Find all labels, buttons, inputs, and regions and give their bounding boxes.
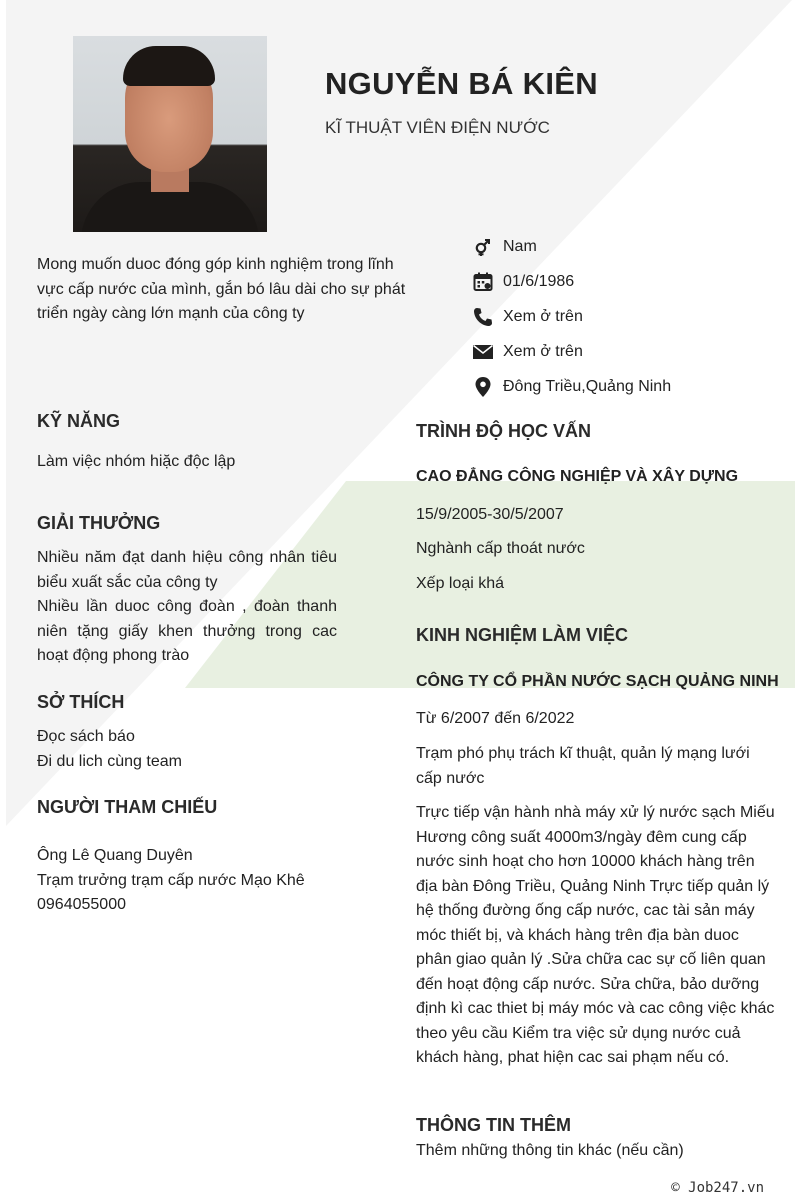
candidate-name: NGUYỄN BÁ KIÊN — [325, 66, 598, 101]
education-major: Nghành cấp thoát nước — [416, 540, 585, 557]
awards-heading: GIẢI THƯỞNG — [37, 513, 161, 533]
skills-heading: KỸ NĂNG — [37, 411, 121, 431]
location-icon — [472, 376, 494, 398]
contact-phone — [472, 300, 792, 335]
award-item: Nhiều lần duoc công đoàn , đoàn thanh niên tặng giấy khen thưởng trong cac hoạt động phong trào — [37, 598, 337, 664]
contact-email — [472, 334, 792, 369]
experience-heading: KINH NGHIỆM LÀM VIỆC — [416, 625, 629, 645]
education-school: CAO ĐẲNG CÔNG NGHIỆP VÀ XÂY DỰNG — [416, 468, 739, 485]
calendar-icon — [472, 271, 494, 293]
profile-photo — [73, 36, 267, 232]
gender-icon — [472, 236, 494, 258]
experience-role: Trạm phó phụ trách kĩ thuật, quản lý mạng lưới cấp nước — [416, 745, 750, 787]
contact-gender — [472, 230, 792, 265]
birthday-value: 01/6/1986 — [503, 273, 575, 291]
extra-heading: THÔNG TIN THÊM — [416, 1115, 571, 1135]
contact-info — [472, 230, 792, 404]
email-icon — [472, 341, 494, 363]
address-value: Đông Triều,Quảng Ninh — [503, 377, 672, 395]
education-period: 15/9/2005-30/5/2007 — [416, 506, 564, 523]
references-block — [37, 844, 305, 918]
extra-text: Thêm những thông tin khác (nếu cần) — [416, 1142, 684, 1159]
job-title: KĨ THUẬT VIÊN ĐIỆN NƯỚC — [325, 118, 550, 137]
awards-list — [37, 546, 337, 669]
skills-text: Làm việc nhóm hiặc độc lập — [37, 453, 236, 470]
contact-birthday — [472, 265, 792, 300]
hobbies-list — [37, 725, 182, 774]
experience-description: Trực tiếp vận hành nhà máy xử lý nước sạch Miếu Hương công suất 4000m3/ngày đêm cung cấp nước sinh hoạt cho hơn 10000 khách hàng trên địa bàn Đông Triều, Quảng Ninh Trực tiếp quản lý hệ thống đường ống cấp nước, cac tài sản máy móc thiết bị, và khách hàng trên địa bàn duoc phân giao quản lý .Sửa chữa cac sự cố liên quan đến hoạt động cấp nước. Sửa chữa, bảo dưỡng định kì cac thiet bị máy móc và cac công việc khác theo yêu cầu Kiểm tra việc sử dụng nước cuả khách hàng, phat hiện cac sai phạm nếu có. — [416, 804, 775, 1066]
phone-icon — [472, 306, 494, 328]
hobbies-heading: SỞ THÍCH — [37, 692, 125, 712]
phone-value: Xem ở trên — [503, 307, 583, 325]
experience-company: CÔNG TY CỔ PHẦN NƯỚC SẠCH QUẢNG NINH — [416, 673, 779, 690]
footer-watermark: © Job247.vn — [671, 1180, 764, 1196]
career-objective: Mong muốn duoc đóng góp kinh nghiệm trong lĩnh vực cấp nước của mình, gắn bó lâu dài cho sự phát triển ngày càng lớn mạnh của công ty — [37, 256, 406, 322]
reference-name: Ông Lê Quang Duyên — [37, 847, 193, 864]
experience-period: Từ 6/2007 đến 6/2022 — [416, 710, 575, 727]
education-heading: TRÌNH ĐỘ HỌC VẤN — [416, 421, 591, 441]
gender-value: Nam — [503, 238, 537, 256]
email-value: Xem ở trên — [503, 342, 583, 360]
hobby-item: Đọc sách báo — [37, 728, 135, 745]
reference-phone: 0964055000 — [37, 896, 126, 913]
award-item: Nhiều năm đạt danh hiệu công nhân tiêu biểu xuất sắc của công ty — [37, 549, 337, 591]
references-heading: NGƯỜI THAM CHIẾU — [37, 797, 218, 817]
education-grade: Xếp loại khá — [416, 575, 505, 592]
contact-address — [472, 369, 792, 404]
reference-position: Trạm trưởng trạm cấp nước Mạo Khê — [37, 871, 305, 889]
hobby-item: Đi du lich cùng team — [37, 752, 182, 770]
